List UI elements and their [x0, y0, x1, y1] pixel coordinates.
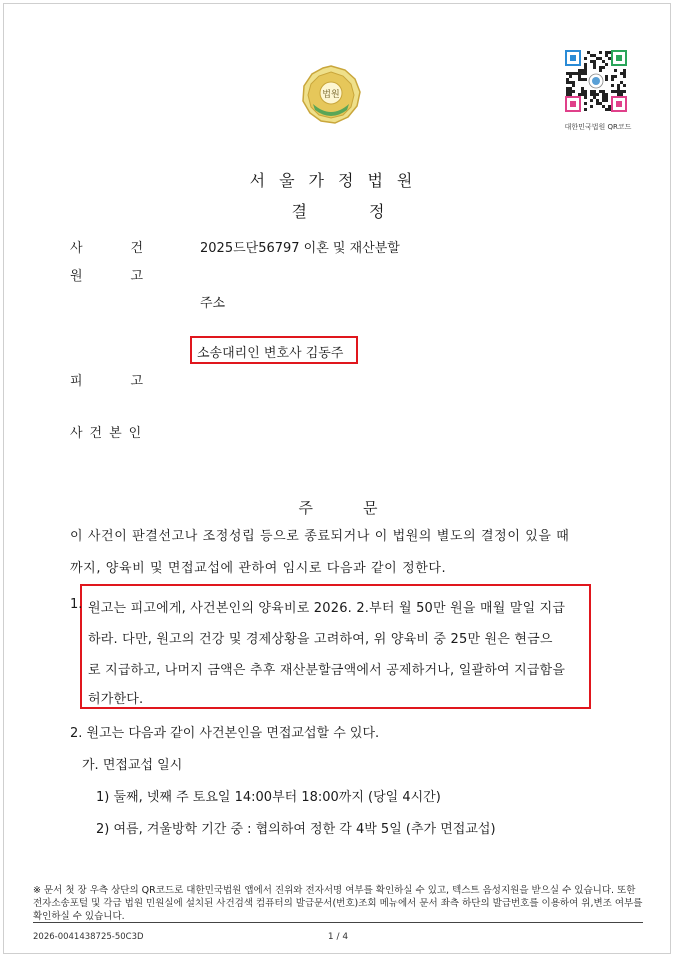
court-seal-text: 법원	[322, 90, 340, 100]
item1-number: 1.	[70, 597, 83, 612]
qr-label: 대한민국법원 QR코드	[564, 123, 632, 131]
plaintiff-attorney: 소송대리인 변호사 김동주	[197, 346, 344, 361]
case-label: 사건	[70, 241, 192, 256]
footer-divider	[33, 922, 643, 923]
issue-number: 2026-0041438725-50C3D	[33, 932, 144, 942]
item2: 2. 원고는 다음과 같이 사건본인을 면접교섭할 수 있다.	[70, 726, 380, 741]
item2-sub-a-1: 1) 둘째, 넷째 주 토요일 14:00부터 18:00까지 (당일 4시간)	[96, 790, 441, 805]
court-seal-icon	[299, 64, 363, 126]
qr-code-icon[interactable]	[565, 50, 627, 112]
item2-sub-a-2: 2) 여름, 겨울방학 기간 중 : 협의하여 정한 각 4박 5일 (추가 면접교섭)	[96, 822, 496, 837]
principal-label: 사건본인	[70, 426, 149, 441]
item1-line: 원고는 피고에게, 사건본인의 양육비로 2026. 2.부터 월 50만 원을 매월 말일 지급	[88, 601, 566, 616]
doc-type-title: 결정	[291, 202, 447, 221]
page-frame	[3, 3, 671, 954]
item1-line: 로 지급하고, 나머지 금액은 추후 재산분할금액에서 공제하거나, 일괄하여 지급함을	[88, 663, 566, 678]
page-number: 1 / 4	[327, 932, 349, 942]
footer-note: ※ 문서 첫 장 우측 상단의 QR코드로 대한민국법원 앱에서 진위와 전자서명 여부를 확인하실 수 있고, 텍스트 음성지원을 받으실 수 있습니다. 또한 전자소송포털 및 각급 법원 민원실에 설치된 사건검색 컴퓨터의 발급문서(번호)조회 메뉴에서 문서 좌측 하단의 발급번호를 이용하여 위,변조 여부를 확인하실 수 있습니다.	[33, 885, 643, 922]
ruling-title: 주문	[298, 499, 428, 517]
ruling-intro-line1: 이 사건이 판결선고나 조정성립 등으로 종료되거나 이 법원의 별도의 결정이 있을 때	[70, 529, 570, 544]
plaintiff-label: 원고	[70, 269, 192, 284]
ruling-intro-line2: 까지, 양육비 및 면접교섭에 관하여 임시로 다음과 같이 정한다.	[70, 561, 447, 576]
item1-line: 허가한다.	[88, 692, 144, 707]
plaintiff-address: 주소	[200, 296, 226, 311]
defendant-label: 피고	[70, 374, 192, 389]
case-value: 2025드단56797 이혼 및 재산분할	[200, 241, 400, 256]
court-name: 서울가정법원	[249, 171, 427, 190]
item1-line: 하라. 다만, 원고의 건강 및 경제상황을 고려하여, 위 양육비 중 25만 원은 현금으	[88, 632, 553, 647]
item2-sub-a: 가. 면접교섭 일시	[82, 758, 183, 773]
